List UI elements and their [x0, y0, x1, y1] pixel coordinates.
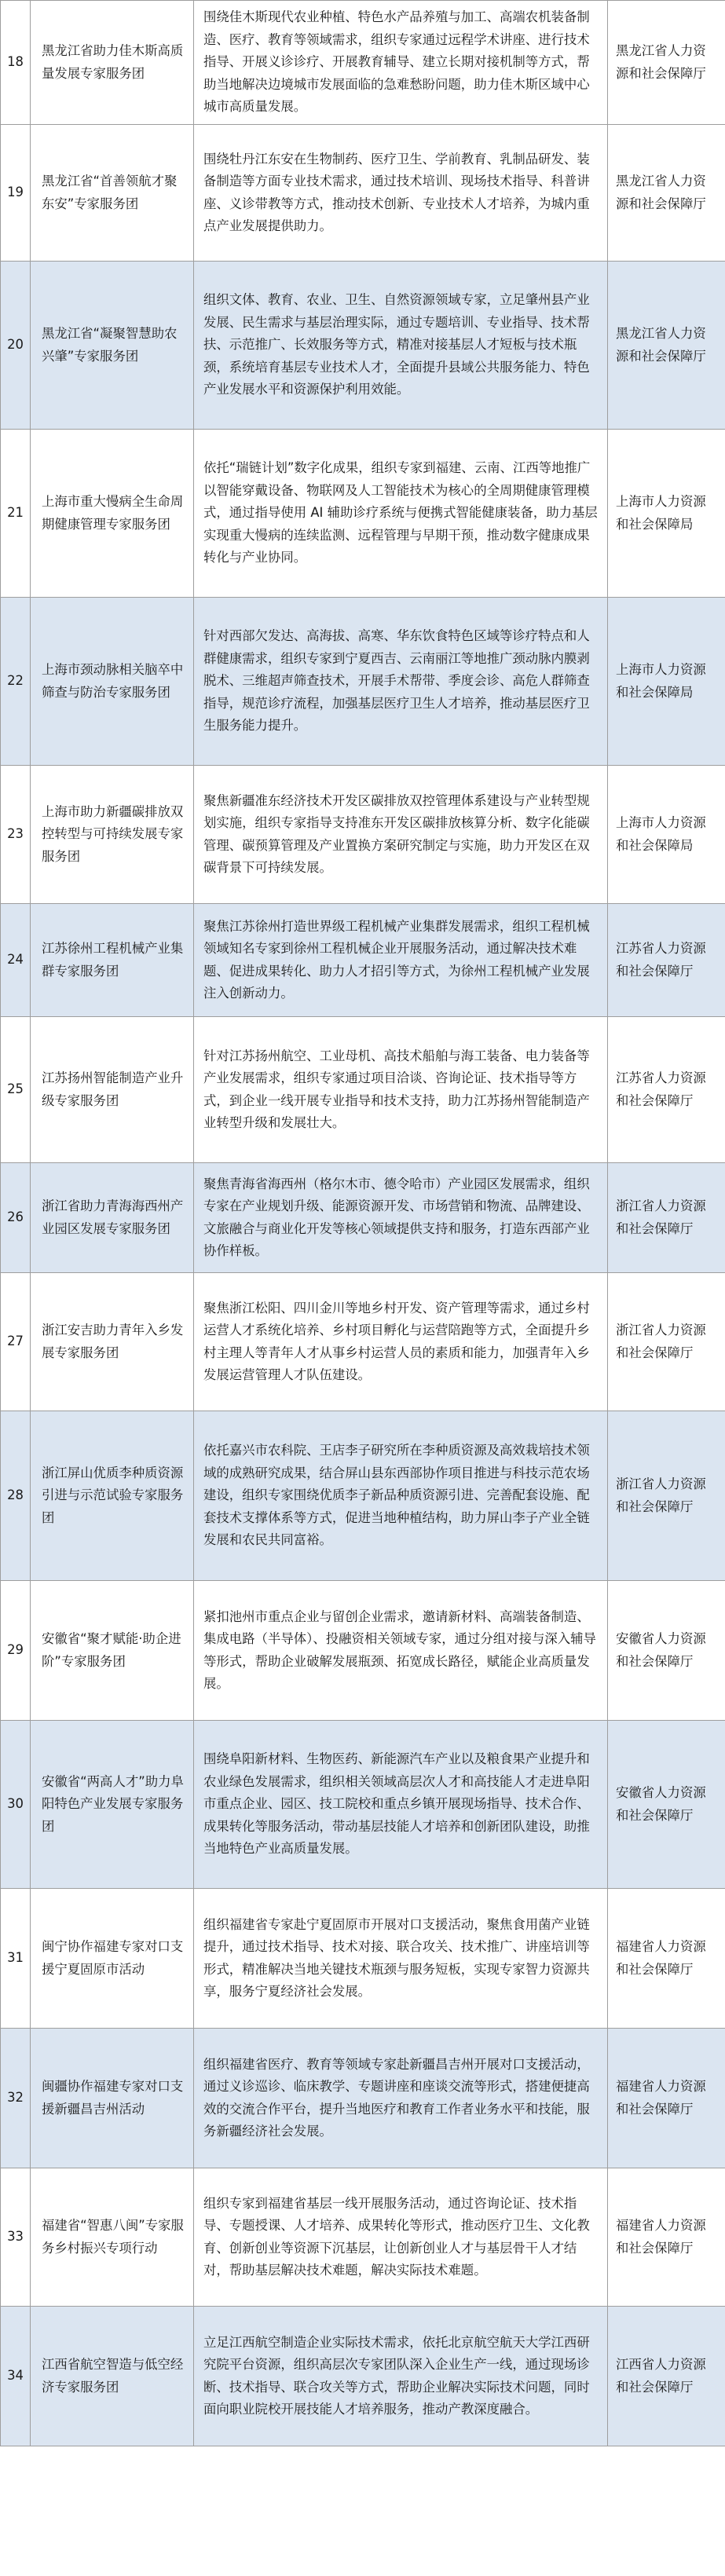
- row-number: 30: [1, 1721, 31, 1889]
- row-number: 24: [1, 904, 31, 1017]
- team-description: 针对江苏扬州航空、工业母机、高技术船舶与海工装备、电力装备等产业发展需求，组织专家通过项目洽谈、咨询论证、技术指导等方式，到企业一线开展专业指导和技术支持，助力江苏扬州智能制造产业转型升级和发展壮大。: [194, 1017, 608, 1163]
- team-name: 安徽省“聚才赋能·助企进阶”专家服务团: [31, 1581, 194, 1721]
- team-name: 浙江省助力青海海西州产业园区发展专家服务团: [31, 1163, 194, 1273]
- organizer: 浙江省人力资源和社会保障厅: [608, 1273, 725, 1411]
- table-row: [1, 1889, 725, 2029]
- row-number: 21: [1, 430, 31, 598]
- organizer: 黑龙江省人力资源和社会保障厅: [608, 262, 725, 430]
- row-number: 18: [1, 1, 31, 125]
- team-name: 闽宁协作福建专家对口支援宁夏固原市活动: [31, 1889, 194, 2029]
- row-number: 22: [1, 598, 31, 766]
- team-description: 围绕佳木斯现代农业种植、特色水产品养殖与加工、高端农机装备制造、医疗、教育等领域需求，组织专家通过远程学术讲座、进行技术指导、开展义诊诊疗、开展教育辅导、建立长期对接机制等方式，帮助当地解决边境城市发展面临的急难愁盼问题，助力佳木斯区域中心城市高质量发展。: [194, 1, 608, 125]
- team-description: 组织专家到福建省基层一线开展服务活动，通过咨询论证、技术指导、专题授课、人才培养、成果转化等形式，推动医疗卫生、文化教育、创新创业等资源下沉基层，让创新创业人才与基层骨干人才结对，帮助基层解决技术难题，解决实际技术难题。: [194, 2168, 608, 2307]
- table-row: [1, 430, 725, 598]
- organizer: 安徽省人力资源和社会保障厅: [608, 1721, 725, 1889]
- organizer: 福建省人力资源和社会保障厅: [608, 2168, 725, 2307]
- team-name: 黑龙江省助力佳木斯高质量发展专家服务团: [31, 1, 194, 125]
- organizer: 黑龙江省人力资源和社会保障厅: [608, 1, 725, 125]
- row-number: 31: [1, 1889, 31, 2029]
- table-row: [1, 1273, 725, 1411]
- team-name: 江西省航空智造与低空经济专家服务团: [31, 2307, 194, 2446]
- organizer: 安徽省人力资源和社会保障厅: [608, 1581, 725, 1721]
- table-row: [1, 904, 725, 1017]
- team-description: 立足江西航空制造企业实际技术需求，依托北京航空航天大学江西研究院平台资源，组织高层次专家团队深入企业生产一线，通过现场诊断、技术指导、联合攻关等方式，帮助企业解决实际技术问题，同时面向职业院校开展技能人才培养服务，推动产教深度融合。: [194, 2307, 608, 2446]
- team-name: 上海市助力新疆碳排放双控转型与可持续发展专家服务团: [31, 766, 194, 904]
- row-number: 32: [1, 2029, 31, 2168]
- organizer: 江苏省人力资源和社会保障厅: [608, 904, 725, 1017]
- row-number: 28: [1, 1411, 31, 1581]
- row-number: 33: [1, 2168, 31, 2307]
- row-number: 29: [1, 1581, 31, 1721]
- table-row: [1, 1, 725, 125]
- row-number: 34: [1, 2307, 31, 2446]
- table-body: [1, 1, 725, 2446]
- team-description: 围绕阜阳新材料、生物医药、新能源汽车产业以及粮食果产业提升和农业绿色发展需求，组织相关领域高层次人才和高技能人才走进阜阳市重点企业、园区、技工院校和重点乡镇开展现场指导、技术合作、成果转化等服务活动，带动基层技能人才培养和创新团队建设，助推当地特色产业高质量发展。: [194, 1721, 608, 1889]
- team-description: 聚焦江苏徐州打造世界级工程机械产业集群发展需求，组织工程机械领域知名专家到徐州工程机械企业开展服务活动，通过解决技术难题、促进成果转化、助力人才招引等方式，为徐州工程机械产业发展注入创新动力。: [194, 904, 608, 1017]
- team-description: 紧扣池州市重点企业与留创企业需求，邀请新材料、高端装备制造、集成电路（半导体）、投融资相关领域专家，通过分组对接与深入辅导等形式，帮助企业破解发展瓶颈、拓宽成长路径，赋能企业高质量发展。: [194, 1581, 608, 1721]
- team-name: 浙江安吉助力青年入乡发展专家服务团: [31, 1273, 194, 1411]
- organizer: 江西省人力资源和社会保障厅: [608, 2307, 725, 2446]
- team-name: 闽疆协作福建专家对口支援新疆昌吉州活动: [31, 2029, 194, 2168]
- team-name: 上海市重大慢病全生命周期健康管理专家服务团: [31, 430, 194, 598]
- table-row: [1, 2307, 725, 2446]
- row-number: 27: [1, 1273, 31, 1411]
- organizer: 江苏省人力资源和社会保障厅: [608, 1017, 725, 1163]
- table-row: [1, 1581, 725, 1721]
- table-row: [1, 1163, 725, 1273]
- table-row: [1, 1411, 725, 1581]
- organizer: 上海市人力资源和社会保障局: [608, 766, 725, 904]
- organizer: 上海市人力资源和社会保障局: [608, 598, 725, 766]
- team-name: 江苏扬州智能制造产业升级专家服务团: [31, 1017, 194, 1163]
- organizer: 浙江省人力资源和社会保障厅: [608, 1163, 725, 1273]
- row-number: 20: [1, 262, 31, 430]
- team-name: 黑龙江省“首善领航才聚东安”专家服务团: [31, 125, 194, 262]
- organizer: 浙江省人力资源和社会保障厅: [608, 1411, 725, 1581]
- team-name: 黑龙江省“凝聚智慧助农兴肇”专家服务团: [31, 262, 194, 430]
- team-description: 组织福建省专家赴宁夏固原市开展对口支援活动，聚焦食用菌产业链提升，通过技术指导、技术对接、联合攻关、技术推广、讲座培训等形式，精准解决当地关键技术瓶颈与服务短板，实现专家智力资源共享，服务宁夏经济社会发展。: [194, 1889, 608, 2029]
- team-name: 福建省“智惠八闽”专家服务乡村振兴专项行动: [31, 2168, 194, 2307]
- table-row: [1, 1721, 725, 1889]
- team-description: 聚焦新疆准东经济技术开发区碳排放双控管理体系建设与产业转型规划实施，组织专家指导支持准东开发区碳排放核算分析、数字化能碳管理、碳预算管理及产业置换方案研究制定与实施，助力开发区在双碳背景下可持续发展。: [194, 766, 608, 904]
- team-name: 上海市颈动脉相关脑卒中筛查与防治专家服务团: [31, 598, 194, 766]
- team-description: 组织福建省医疗、教育等领域专家赴新疆昌吉州开展对口支援活动，通过义诊巡诊、临床教学、专题讲座和座谈交流等形式，搭建便捷高效的交流合作平台，提升当地医疗和教育工作者业务水平和技能，服务新疆经济社会发展。: [194, 2029, 608, 2168]
- table-row: [1, 2029, 725, 2168]
- table-row: [1, 1017, 725, 1163]
- table-row: [1, 598, 725, 766]
- team-description: 针对西部欠发达、高海拔、高寒、华东饮食特色区域等诊疗特点和人群健康需求，组织专家到宁夏西吉、云南丽江等地推广颈动脉内膜剥脱术、三维超声筛查技术，开展手术帮带、季度会诊、高危人群筛查指导，规范诊疗流程，加强基层医疗卫生人才培养，推动基层医疗卫生服务能力提升。: [194, 598, 608, 766]
- table-row: [1, 766, 725, 904]
- team-description: 依托嘉兴市农科院、王店李子研究所在李种质资源及高效栽培技术领域的成熟研究成果，结合屏山县东西部协作项目推进与科技示范农场建设，组织专家围绕优质李子新品种质资源引进、完善配套设施、配套技术支撑体系等方式，促进当地种植结构，助力屏山李子产业全链发展和农民共同富裕。: [194, 1411, 608, 1581]
- team-name: 江苏徐州工程机械产业集群专家服务团: [31, 904, 194, 1017]
- organizer: 福建省人力资源和社会保障厅: [608, 2029, 725, 2168]
- team-description: 聚焦青海省海西州（格尔木市、德令哈市）产业园区发展需求，组织专家在产业规划升级、能源资源开发、市场营销和物流、品牌建设、文旅融合与商业化开发等核心领域提供支持和服务，打造东西部产业协作样板。: [194, 1163, 608, 1273]
- organizer: 黑龙江省人力资源和社会保障厅: [608, 125, 725, 262]
- team-description: 依托“瑞链计划”数字化成果，组织专家到福建、云南、江西等地推广以智能穿戴设备、物联网及人工智能技术为核心的全周期健康管理模式，通过指导使用 AI 辅助诊疗系统与便携式智能健康装备，助力基层实现重大慢病的连续监测、远程管理与早期干预，推动数字健康成果转化与产业协同。: [194, 430, 608, 598]
- table-row: [1, 2168, 725, 2307]
- row-number: 19: [1, 125, 31, 262]
- team-description: 组织文体、教育、农业、卫生、自然资源领域专家，立足肇州县产业发展、民生需求与基层治理实际，通过专题培训、专业指导、技术帮扶、示范推广、长效服务等方式，精准对接基层人才短板与技术瓶颈，系统培育基层专业技术人才，全面提升县域公共服务能力、特色产业发展水平和资源保护利用效能。: [194, 262, 608, 430]
- table-row: [1, 262, 725, 430]
- organizer: 上海市人力资源和社会保障局: [608, 430, 725, 598]
- team-name: 浙江屏山优质李种质资源引进与示范试验专家服务团: [31, 1411, 194, 1581]
- team-description: 聚焦浙江松阳、四川金川等地乡村开发、资产管理等需求，通过乡村运营人才系统化培养、乡村项目孵化与运营陪跑等方式，全面提升乡村主理人等青年人才从事乡村运营人员的素质和能力，加强青年入乡发展运营管理人才队伍建设。: [194, 1273, 608, 1411]
- team-name: 安徽省“两高人才”助力阜阳特色产业发展专家服务团: [31, 1721, 194, 1889]
- team-description: 围绕牡丹江东安在生物制药、医疗卫生、学前教育、乳制品研发、装备制造等方面专业技术需求，通过技术培训、现场技术指导、科普讲座、义诊带教等方式，推动技术创新、专业技术人才培养，为城内重点产业发展提供助力。: [194, 125, 608, 262]
- row-number: 25: [1, 1017, 31, 1163]
- row-number: 23: [1, 766, 31, 904]
- row-number: 26: [1, 1163, 31, 1273]
- organizer: 福建省人力资源和社会保障厅: [608, 1889, 725, 2029]
- table-row: [1, 125, 725, 262]
